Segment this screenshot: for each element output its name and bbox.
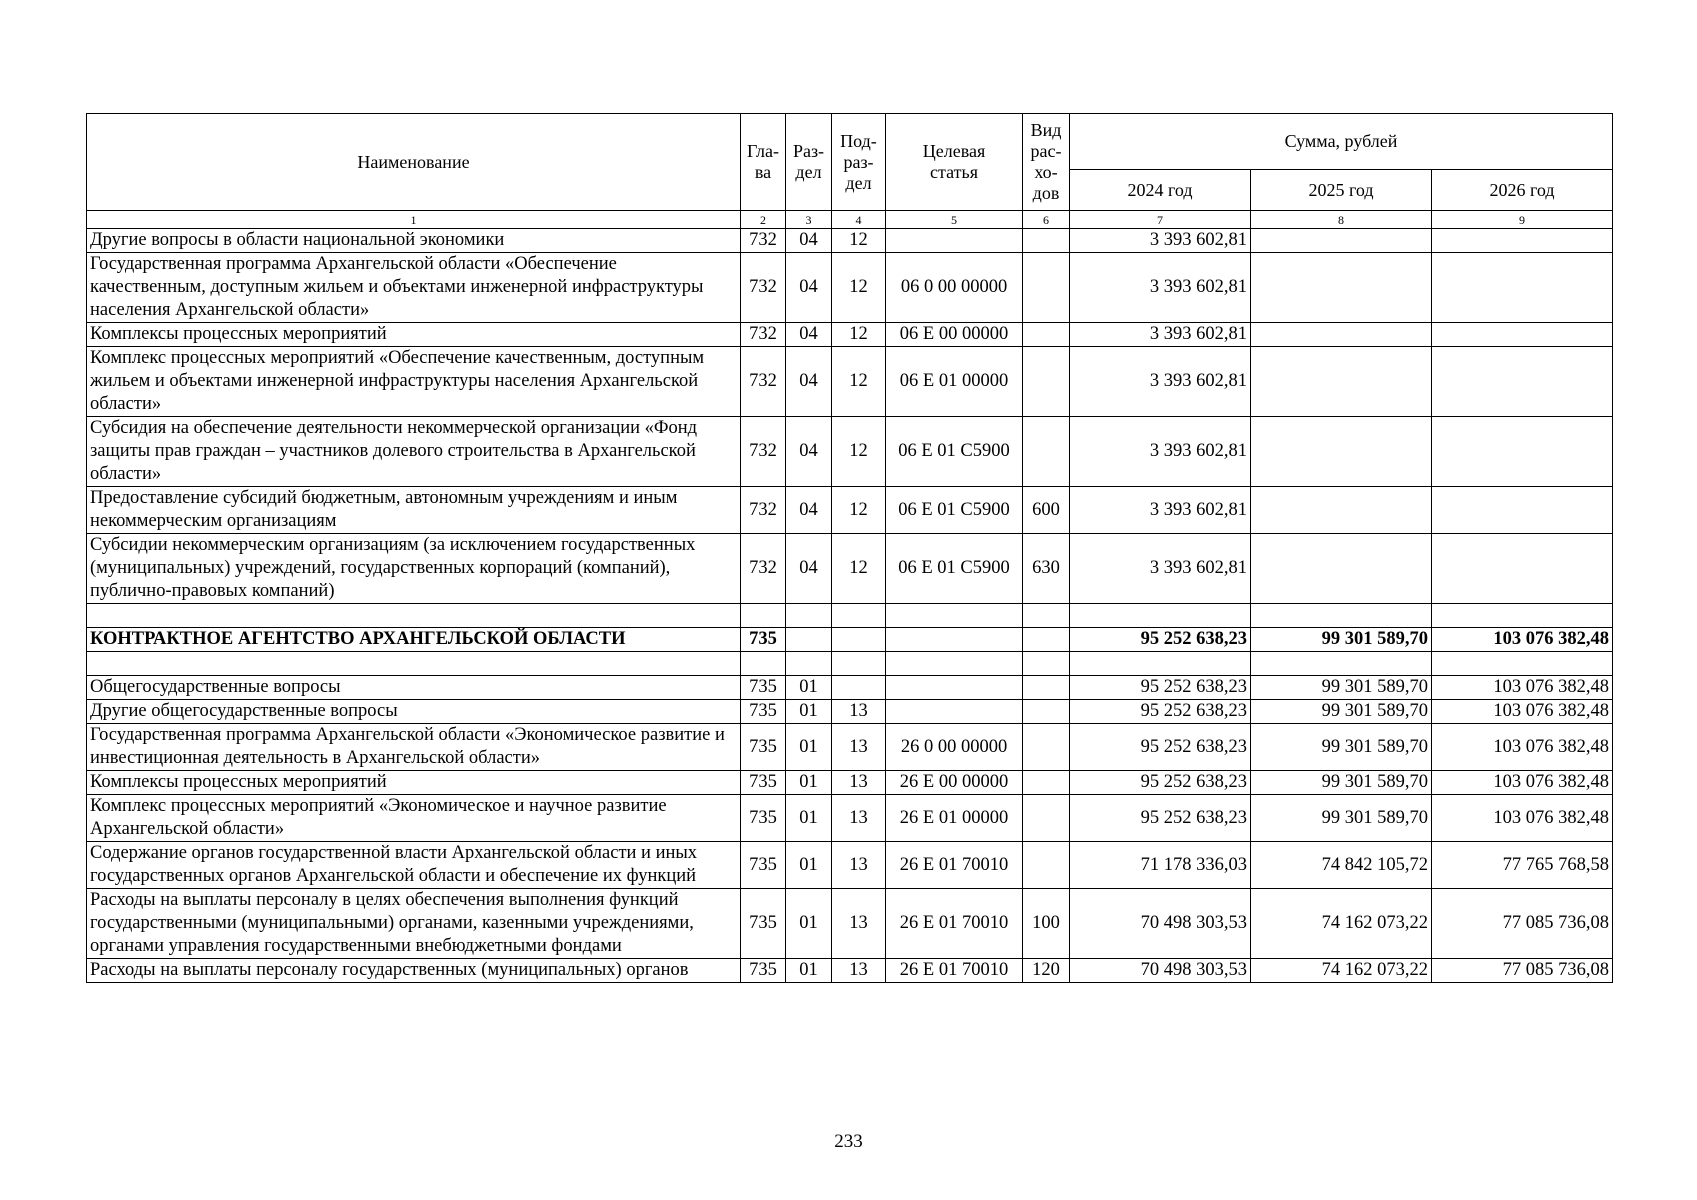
row-name: Субсидия на обеспечение деятельности некоммерческой организации «Фонд защиты прав граждан – участников долевого строительства в Архангельской области» — [87, 417, 741, 487]
row-amount-2024: 95 252 638,23 — [1070, 724, 1251, 771]
header-vid: Вид рас- хо- дов — [1023, 114, 1070, 211]
row-amount-2025: 99 301 589,70 — [1251, 795, 1432, 842]
table-row — [87, 229, 1613, 253]
spacer-row — [87, 604, 1613, 628]
row-amount-2025 — [1251, 323, 1432, 347]
row-glava: 732 — [741, 229, 786, 253]
column-number: 5 — [886, 211, 1023, 229]
row-celevaya: 06 Е 01 С5900 — [886, 534, 1023, 604]
table-row — [87, 771, 1613, 795]
row-amount-2024: 3 393 602,81 — [1070, 487, 1251, 534]
row-razdel: 04 — [786, 347, 832, 417]
row-amount-2024: 71 178 336,03 — [1070, 842, 1251, 889]
row-amount-2025: 99 301 589,70 — [1251, 700, 1432, 724]
row-vid — [1023, 771, 1070, 795]
row-glava: 735 — [741, 959, 786, 983]
row-vid — [1023, 628, 1070, 652]
row-vid — [1023, 842, 1070, 889]
page-number: 233 — [834, 1131, 863, 1152]
row-name: Содержание органов государственной власти Архангельской области и иных государственных органов Архангельской области и обеспечение их функций — [87, 842, 741, 889]
row-amount-2025: 99 301 589,70 — [1251, 724, 1432, 771]
row-amount-2026 — [1432, 323, 1613, 347]
row-name: Расходы на выплаты персоналу в целях обеспечения выполнения функций государственными (муниципальными) органами, казенными учреждениями, органами управления государственными внебюджетными фондами — [87, 889, 741, 959]
row-razdel: 04 — [786, 229, 832, 253]
row-podrazdel: 13 — [832, 724, 886, 771]
row-glava: 732 — [741, 417, 786, 487]
table-row — [87, 795, 1613, 842]
row-name: Расходы на выплаты персоналу государственных (муниципальных) органов — [87, 959, 741, 983]
row-amount-2024: 3 393 602,81 — [1070, 347, 1251, 417]
row-amount-2024: 70 498 303,53 — [1070, 959, 1251, 983]
row-vid — [1023, 347, 1070, 417]
column-number: 6 — [1023, 211, 1070, 229]
empty-cell — [1070, 604, 1251, 628]
header-2026: 2026 год — [1432, 170, 1613, 211]
row-name: КОНТРАКТНОЕ АГЕНТСТВО АРХАНГЕЛЬСКОЙ ОБЛАСТИ — [87, 628, 741, 652]
column-number: 4 — [832, 211, 886, 229]
row-vid — [1023, 724, 1070, 771]
row-celevaya: 06 Е 00 00000 — [886, 323, 1023, 347]
table-row — [87, 724, 1613, 771]
row-razdel: 01 — [786, 724, 832, 771]
row-vid: 630 — [1023, 534, 1070, 604]
row-amount-2024: 95 252 638,23 — [1070, 676, 1251, 700]
row-name: Комплекс процессных мероприятий «Обеспечение качественным, доступным жильем и объектами инженерной инфраструктуры населения Архангельской области» — [87, 347, 741, 417]
row-razdel: 01 — [786, 700, 832, 724]
row-celevaya: 26 Е 01 70010 — [886, 889, 1023, 959]
header-razdel: Раз- дел — [786, 114, 832, 211]
row-name: Комплекс процессных мероприятий «Экономическое и научное развитие Архангельской области» — [87, 795, 741, 842]
row-amount-2025 — [1251, 253, 1432, 323]
row-podrazdel — [832, 628, 886, 652]
column-number: 3 — [786, 211, 832, 229]
row-amount-2026: 103 076 382,48 — [1432, 676, 1613, 700]
row-amount-2025: 74 162 073,22 — [1251, 959, 1432, 983]
row-amount-2026 — [1432, 534, 1613, 604]
row-podrazdel: 12 — [832, 253, 886, 323]
row-name: Государственная программа Архангельской области «Обеспечение качественным, доступным жильем и объектами инженерной инфраструктуры населения Архангельской области» — [87, 253, 741, 323]
row-amount-2026 — [1432, 347, 1613, 417]
row-amount-2024: 95 252 638,23 — [1070, 628, 1251, 652]
column-number: 7 — [1070, 211, 1251, 229]
column-number: 1 — [87, 211, 741, 229]
row-razdel: 04 — [786, 323, 832, 347]
row-podrazdel: 12 — [832, 323, 886, 347]
row-name: Комплексы процессных мероприятий — [87, 771, 741, 795]
row-razdel: 01 — [786, 959, 832, 983]
row-glava: 735 — [741, 842, 786, 889]
row-celevaya: 26 Е 01 00000 — [886, 795, 1023, 842]
row-glava: 735 — [741, 676, 786, 700]
table-row — [87, 534, 1613, 604]
row-glava: 732 — [741, 534, 786, 604]
row-razdel: 04 — [786, 253, 832, 323]
row-glava: 735 — [741, 771, 786, 795]
row-amount-2025: 99 301 589,70 — [1251, 771, 1432, 795]
row-amount-2024: 70 498 303,53 — [1070, 889, 1251, 959]
row-podrazdel: 13 — [832, 842, 886, 889]
row-vid: 100 — [1023, 889, 1070, 959]
row-glava: 735 — [741, 795, 786, 842]
row-amount-2025: 99 301 589,70 — [1251, 628, 1432, 652]
table-row — [87, 959, 1613, 983]
row-vid — [1023, 676, 1070, 700]
header-2024: 2024 год — [1070, 170, 1251, 211]
row-razdel: 01 — [786, 842, 832, 889]
empty-cell — [1251, 604, 1432, 628]
row-vid — [1023, 700, 1070, 724]
table-row — [87, 417, 1613, 487]
empty-cell — [1070, 652, 1251, 676]
row-amount-2024: 95 252 638,23 — [1070, 700, 1251, 724]
row-razdel: 04 — [786, 417, 832, 487]
row-celevaya — [886, 700, 1023, 724]
row-amount-2026: 77 765 768,58 — [1432, 842, 1613, 889]
row-vid — [1023, 323, 1070, 347]
row-amount-2025 — [1251, 229, 1432, 253]
header-summa: Сумма, рублей — [1070, 114, 1613, 170]
row-amount-2026: 103 076 382,48 — [1432, 795, 1613, 842]
row-razdel: 01 — [786, 676, 832, 700]
row-amount-2026 — [1432, 229, 1613, 253]
row-amount-2026: 103 076 382,48 — [1432, 724, 1613, 771]
table-row — [87, 842, 1613, 889]
row-glava: 735 — [741, 628, 786, 652]
row-amount-2024: 3 393 602,81 — [1070, 323, 1251, 347]
row-amount-2024: 3 393 602,81 — [1070, 417, 1251, 487]
row-amount-2026: 77 085 736,08 — [1432, 959, 1613, 983]
row-amount-2025 — [1251, 417, 1432, 487]
row-amount-2026: 77 085 736,08 — [1432, 889, 1613, 959]
row-vid — [1023, 253, 1070, 323]
table-row — [87, 889, 1613, 959]
row-celevaya: 06 Е 01 С5900 — [886, 417, 1023, 487]
row-amount-2025 — [1251, 347, 1432, 417]
row-name: Государственная программа Архангельской области «Экономическое развитие и инвестиционная деятельность в Архангельской области» — [87, 724, 741, 771]
row-celevaya: 26 Е 01 70010 — [886, 842, 1023, 889]
row-celevaya: 06 0 00 00000 — [886, 253, 1023, 323]
row-podrazdel: 13 — [832, 771, 886, 795]
row-celevaya — [886, 229, 1023, 253]
table-row — [87, 323, 1613, 347]
empty-cell — [1023, 604, 1070, 628]
empty-cell — [1432, 604, 1613, 628]
row-podrazdel: 13 — [832, 889, 886, 959]
empty-cell — [786, 652, 832, 676]
row-celevaya: 26 Е 00 00000 — [886, 771, 1023, 795]
header-2025: 2025 год — [1251, 170, 1432, 211]
row-razdel: 01 — [786, 889, 832, 959]
header-podrazdel: Под- раз- дел — [832, 114, 886, 211]
row-amount-2026: 103 076 382,48 — [1432, 771, 1613, 795]
header-celevaya: Целевая статья — [886, 114, 1023, 211]
table-row — [87, 253, 1613, 323]
row-podrazdel — [832, 676, 886, 700]
row-name: Другие общегосударственные вопросы — [87, 700, 741, 724]
empty-cell — [741, 604, 786, 628]
row-amount-2024: 3 393 602,81 — [1070, 229, 1251, 253]
row-celevaya — [886, 628, 1023, 652]
row-glava: 732 — [741, 347, 786, 417]
row-amount-2025: 74 842 105,72 — [1251, 842, 1432, 889]
row-glava: 735 — [741, 889, 786, 959]
table-row — [87, 628, 1613, 652]
row-celevaya: 26 Е 01 70010 — [886, 959, 1023, 983]
empty-cell — [87, 604, 741, 628]
column-numbers-row — [87, 211, 1613, 229]
row-vid — [1023, 229, 1070, 253]
spacer-row — [87, 652, 1613, 676]
empty-cell — [832, 652, 886, 676]
row-podrazdel: 12 — [832, 229, 886, 253]
row-name: Предоставление субсидий бюджетным, автономным учреждениям и иным некоммерческим организациям — [87, 487, 741, 534]
row-amount-2024: 3 393 602,81 — [1070, 253, 1251, 323]
row-amount-2026: 103 076 382,48 — [1432, 628, 1613, 652]
row-podrazdel: 13 — [832, 795, 886, 842]
row-amount-2025 — [1251, 534, 1432, 604]
row-amount-2025: 99 301 589,70 — [1251, 676, 1432, 700]
column-number: 2 — [741, 211, 786, 229]
row-podrazdel: 13 — [832, 700, 886, 724]
row-name: Комплексы процессных мероприятий — [87, 323, 741, 347]
row-glava: 732 — [741, 487, 786, 534]
row-celevaya — [886, 676, 1023, 700]
row-podrazdel: 12 — [832, 487, 886, 534]
row-amount-2024: 3 393 602,81 — [1070, 534, 1251, 604]
empty-cell — [1023, 652, 1070, 676]
row-podrazdel: 12 — [832, 417, 886, 487]
budget-table — [86, 113, 1613, 983]
table-row — [87, 487, 1613, 534]
row-amount-2026 — [1432, 487, 1613, 534]
row-razdel: 01 — [786, 771, 832, 795]
row-razdel — [786, 628, 832, 652]
empty-cell — [786, 604, 832, 628]
empty-cell — [886, 604, 1023, 628]
column-number: 8 — [1251, 211, 1432, 229]
table-row — [87, 347, 1613, 417]
header-name: Наименование — [87, 114, 741, 211]
empty-cell — [1432, 652, 1613, 676]
empty-cell — [886, 652, 1023, 676]
empty-cell — [87, 652, 741, 676]
row-glava: 732 — [741, 253, 786, 323]
row-razdel: 01 — [786, 795, 832, 842]
row-amount-2026: 103 076 382,48 — [1432, 700, 1613, 724]
header-glava: Гла- ва — [741, 114, 786, 211]
row-podrazdel: 12 — [832, 347, 886, 417]
row-vid — [1023, 795, 1070, 842]
row-celevaya: 06 Е 01 00000 — [886, 347, 1023, 417]
row-amount-2025: 74 162 073,22 — [1251, 889, 1432, 959]
row-amount-2026 — [1432, 417, 1613, 487]
empty-cell — [1251, 652, 1432, 676]
table-row — [87, 700, 1613, 724]
row-vid: 600 — [1023, 487, 1070, 534]
row-name: Субсидии некоммерческим организациям (за исключением государственных (муниципальных) учреждений, государственных корпораций (компаний), публично-правовых компаний) — [87, 534, 741, 604]
column-number: 9 — [1432, 211, 1613, 229]
row-razdel: 04 — [786, 534, 832, 604]
row-glava: 735 — [741, 724, 786, 771]
row-glava: 735 — [741, 700, 786, 724]
row-vid — [1023, 417, 1070, 487]
row-amount-2024: 95 252 638,23 — [1070, 771, 1251, 795]
row-glava: 732 — [741, 323, 786, 347]
table-row — [87, 676, 1613, 700]
row-amount-2025 — [1251, 487, 1432, 534]
row-amount-2024: 95 252 638,23 — [1070, 795, 1251, 842]
row-name: Общегосударственные вопросы — [87, 676, 741, 700]
row-celevaya: 06 Е 01 С5900 — [886, 487, 1023, 534]
row-name: Другие вопросы в области национальной экономики — [87, 229, 741, 253]
empty-cell — [741, 652, 786, 676]
row-podrazdel: 13 — [832, 959, 886, 983]
row-vid: 120 — [1023, 959, 1070, 983]
row-podrazdel: 12 — [832, 534, 886, 604]
row-celevaya: 26 0 00 00000 — [886, 724, 1023, 771]
empty-cell — [832, 604, 886, 628]
row-razdel: 04 — [786, 487, 832, 534]
row-amount-2026 — [1432, 253, 1613, 323]
